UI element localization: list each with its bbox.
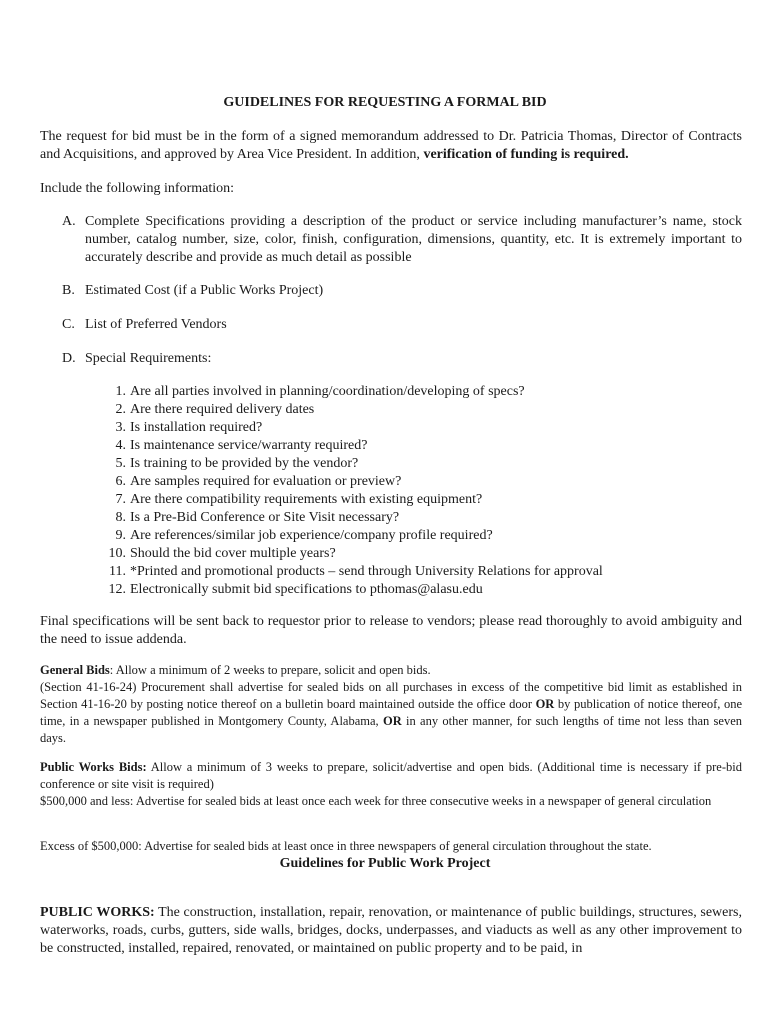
final-specifications-paragraph: Final specifications will be sent back to requestor prior to release to vendors; please read thoroughly to avoid ambiguity and the need to issue addenda. — [40, 614, 742, 647]
requirement-item — [115, 527, 730, 545]
requirement-text: Should the bid cover multiple years? — [130, 546, 336, 561]
requirement-text: Are there required delivery dates — [130, 402, 315, 417]
list-item-label: D. — [62, 351, 76, 366]
requirement-number: 11. — [109, 564, 126, 579]
public-works-bids-threshold: $500,000 and less: Advertise for sealed bids at least once each week for three consecutive weeks in a newspaper of general circulation — [40, 794, 712, 808]
general-bids-text: in any other manner, for such lengths of time not less than seven days. — [40, 714, 742, 745]
requirement-item — [115, 473, 730, 491]
requirement-number: 5. — [115, 456, 126, 471]
requirement-text: Are references/similar job experience/company profile required? — [130, 528, 493, 543]
list-item-label: C. — [62, 317, 75, 332]
requirement-text: Is maintenance service/warranty required? — [130, 438, 368, 453]
requirement-number: 7. — [115, 492, 126, 507]
general-bids-text: by publication of notice thereof, one time, in a newspaper published in Montgomery County, Alabama, — [40, 697, 742, 728]
requirement-text: Are there compatibility requirements with existing equipment? — [130, 492, 483, 507]
requirement-number: 2. — [115, 402, 126, 417]
requirement-text: Is training to be provided by the vendor? — [130, 456, 359, 471]
intro-paragraph — [40, 128, 742, 164]
requirement-text: Are all parties involved in planning/coordination/developing of specs? — [130, 384, 525, 399]
requirement-item — [115, 419, 730, 437]
list-item-text: Special Requirements: — [85, 351, 212, 366]
requirement-number: 1. — [115, 384, 126, 399]
section-title: Guidelines for Public Work Project — [279, 856, 491, 871]
list-item-label: A. — [62, 214, 76, 229]
include-instruction: Include the following information: — [40, 181, 235, 196]
funding-verification-note: verification of funding is required. — [423, 147, 629, 162]
list-item-label: B. — [62, 283, 75, 298]
or-emphasis: OR — [382, 714, 402, 728]
intro-text: The request for bid must be in the form of a signed memorandum addressed to Dr. Patricia Thomas, Director of Contracts and Acquisitions, and approved by Area Vice President. In addition, — [40, 129, 742, 162]
requirement-number: 8. — [115, 510, 126, 525]
requirement-item — [115, 509, 730, 527]
requirement-item — [115, 455, 730, 473]
requirement-number: 10. — [108, 546, 126, 561]
requirement-number: 4. — [115, 438, 126, 453]
list-item-text: List of Preferred Vendors — [85, 317, 227, 332]
general-bids-section — [40, 662, 742, 747]
requirement-item — [115, 491, 730, 509]
requirement-number: 9. — [115, 528, 126, 543]
requirement-item — [109, 563, 730, 581]
public-works-definition — [40, 904, 742, 958]
excess-threshold-note: Excess of $500,000: Advertise for sealed bids at least once in three newspapers of general circulation throughout the state. — [40, 839, 652, 853]
requirement-number: 6. — [115, 474, 126, 489]
requirement-text: Is installation required? — [130, 420, 263, 435]
general-bids-label: General Bids — [40, 663, 110, 677]
public-works-label: PUBLIC WORKS: — [40, 905, 155, 920]
public-works-text: The construction, installation, repair, renovation, or maintenance of public buildings, structures, sewers, waterworks, roads, curbs, gutters, side walls, bridges, docks, underpasses, and viaducts as well as any other improvement to be constructed, installed, repaired, renovated, or maintained on public property and to be paid, in — [40, 905, 742, 956]
requirement-item — [108, 581, 730, 599]
public-works-bids-minimum: Allow a minimum of 3 weeks to prepare, solicit/advertise and open bids. (Additional time is necessary if pre-bid conference or site visit is required) — [40, 760, 742, 791]
requirement-text: *Printed and promotional products – send through University Relations for approval — [130, 564, 603, 579]
requirement-item — [115, 401, 730, 419]
requirement-text: Electronically submit bid specifications to pthomas@alasu.edu — [130, 582, 483, 597]
requirement-item — [108, 545, 730, 563]
public-works-bids-label: Public Works Bids: — [40, 760, 147, 774]
special-requirements-list — [108, 383, 730, 599]
requirement-item — [115, 437, 730, 455]
requirement-text: Is a Pre-Bid Conference or Site Visit necessary? — [130, 510, 400, 525]
requirement-number: 3. — [115, 420, 126, 435]
public-works-bids-section — [40, 759, 742, 810]
requirement-text: Are samples required for evaluation or preview? — [130, 474, 402, 489]
general-bids-text: (Section 41-16-24) Procurement shall advertise for sealed bids on all purchases in excess of the competitive bid limit as established in Section 41-16-20 by posting notice thereof on a bulletin board maintained outside the office door — [40, 680, 742, 711]
requirement-item — [115, 383, 730, 401]
page-title: GUIDELINES FOR REQUESTING A FORMAL BID — [223, 95, 547, 110]
list-item-text: Complete Specifications providing a description of the product or service including manufacturer’s name, stock number, catalog number, size, color, finish, configuration, dimensions, quantity, etc. It is extremely important to accurately describe and provide as much detail as possible — [85, 214, 742, 265]
requirement-number: 12. — [108, 582, 126, 597]
list-item-text: Estimated Cost (if a Public Works Project) — [85, 283, 324, 298]
or-emphasis: OR — [535, 697, 555, 711]
general-bids-minimum: : Allow a minimum of 2 weeks to prepare, solicit and open bids. — [109, 663, 431, 677]
